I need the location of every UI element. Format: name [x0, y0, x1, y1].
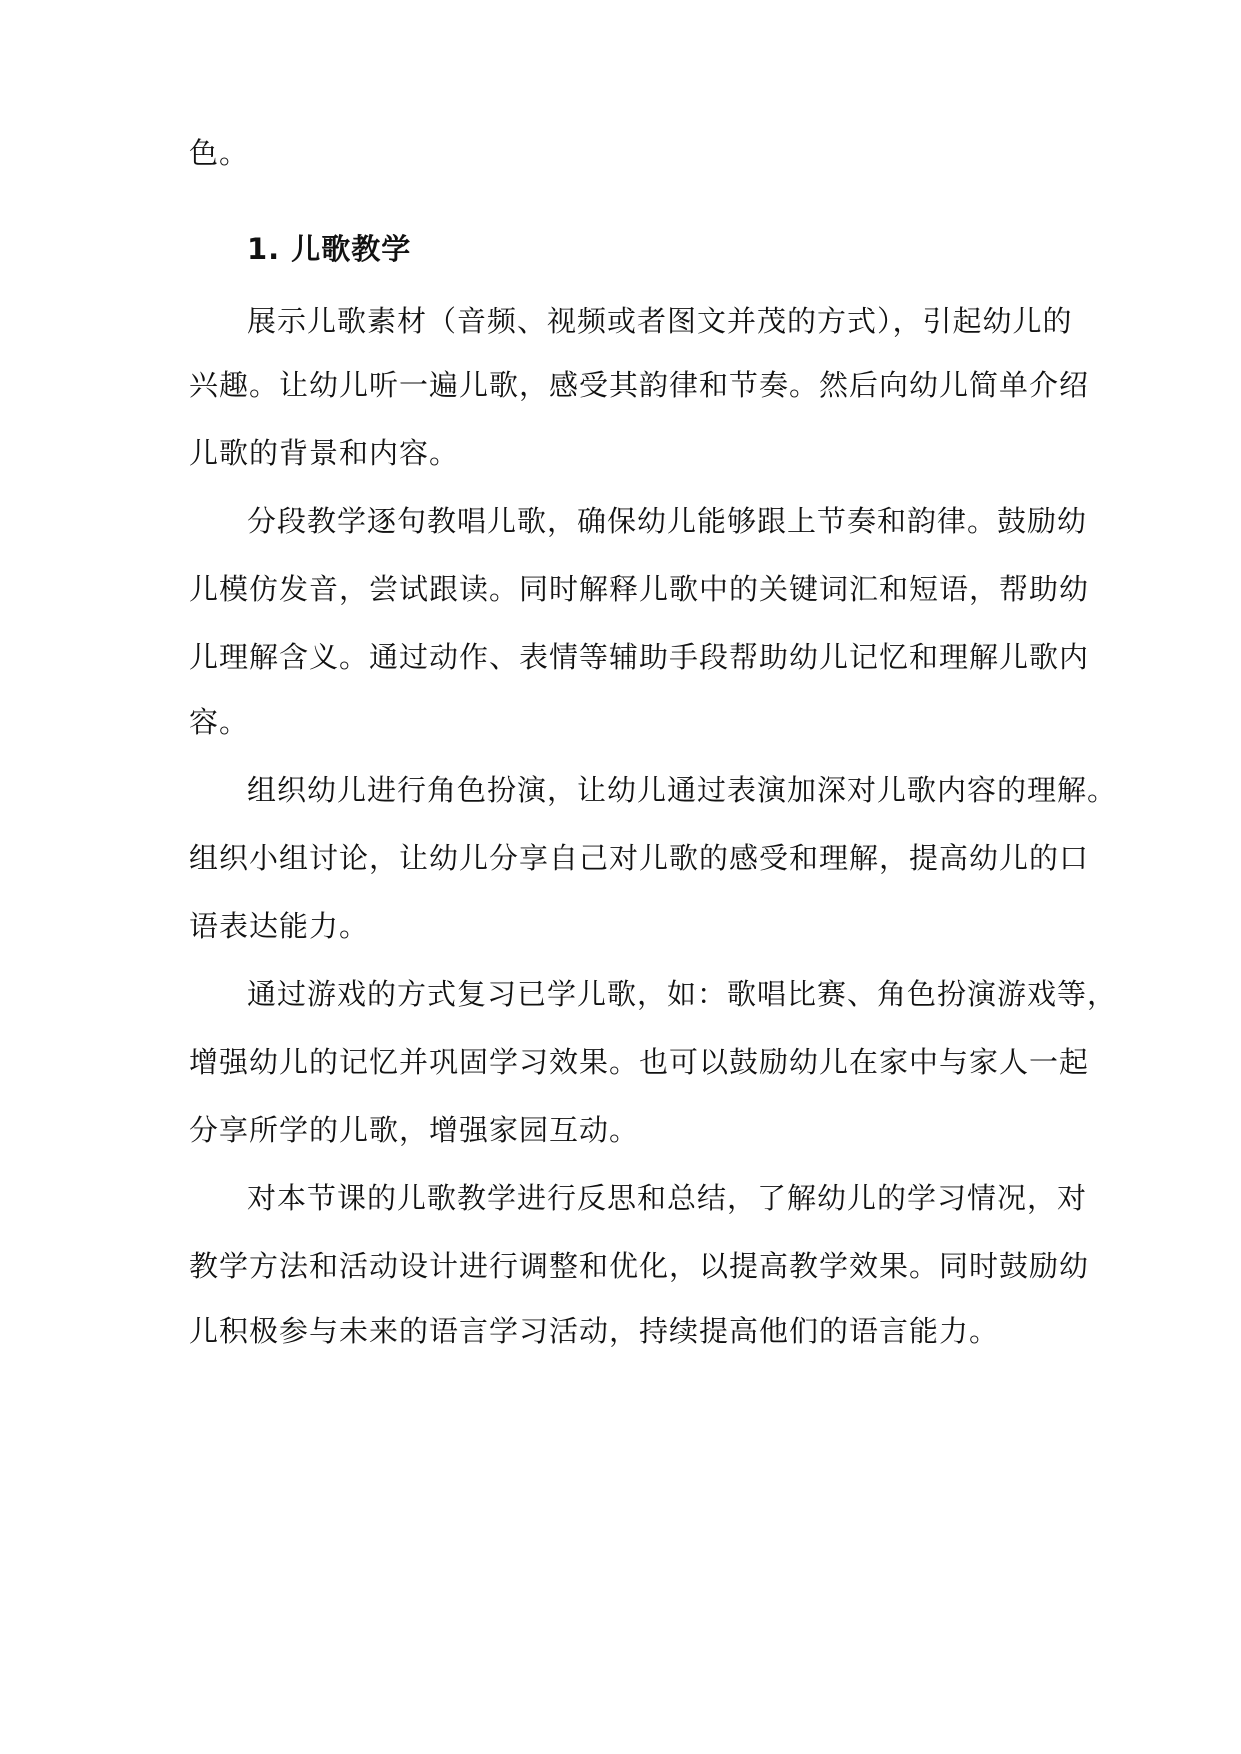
- paragraph-4-line-3: 分享所学的儿歌，增强家园互动。: [189, 1113, 640, 1147]
- paragraph-1-line-3: 儿歌的背景和内容。: [189, 436, 460, 470]
- paragraph-2-line-4: 容。: [189, 705, 250, 739]
- paragraph-4-line-2: 增强幼儿的记忆并巩固学习效果。也可以鼓励幼儿在家中与家人一起: [189, 1045, 1090, 1079]
- paragraph-5-line-1: 对本节课的儿歌教学进行反思和总结，了解幼儿的学习情况，对: [247, 1181, 1088, 1215]
- paragraph-3-line-2: 组织小组讨论，让幼儿分享自己对儿歌的感受和理解，提高幼儿的口: [189, 841, 1090, 875]
- paragraph-2-line-2: 儿模仿发音，尝试跟读。同时解释儿歌中的关键词汇和短语，帮助幼: [189, 572, 1090, 606]
- paragraph-2-line-1: 分段教学逐句教唱儿歌，确保幼儿能够跟上节奏和韵律。鼓励幼: [247, 504, 1088, 538]
- paragraph-3-line-1: 组织幼儿进行角色扮演，让幼儿通过表演加深对儿歌内容的理解。: [247, 773, 1118, 807]
- section-heading: 1. 儿歌教学: [247, 232, 412, 266]
- paragraph-5-line-2: 教学方法和活动设计进行调整和优化，以提高教学效果。同时鼓励幼: [189, 1249, 1090, 1283]
- paragraph-5-line-3: 儿积极参与未来的语言学习活动，持续提高他们的语言能力。: [189, 1314, 1000, 1348]
- paragraph-2-line-3: 儿理解含义。通过动作、表情等辅助手段帮助幼儿记忆和理解儿歌内: [189, 640, 1090, 674]
- text-line-continuation: 色。: [189, 136, 250, 170]
- paragraph-4-line-1: 通过游戏的方式复习已学儿歌，如：歌唱比赛、角色扮演游戏等，: [247, 977, 1118, 1011]
- paragraph-3-line-3: 语表达能力。: [189, 909, 370, 943]
- paragraph-1-line-2: 兴趣。让幼儿听一遍儿歌，感受其韵律和节奏。然后向幼儿简单介绍: [189, 368, 1090, 402]
- paragraph-1-line-1: 展示儿歌素材（音频、视频或者图文并茂的方式），引起幼儿的: [247, 304, 1073, 338]
